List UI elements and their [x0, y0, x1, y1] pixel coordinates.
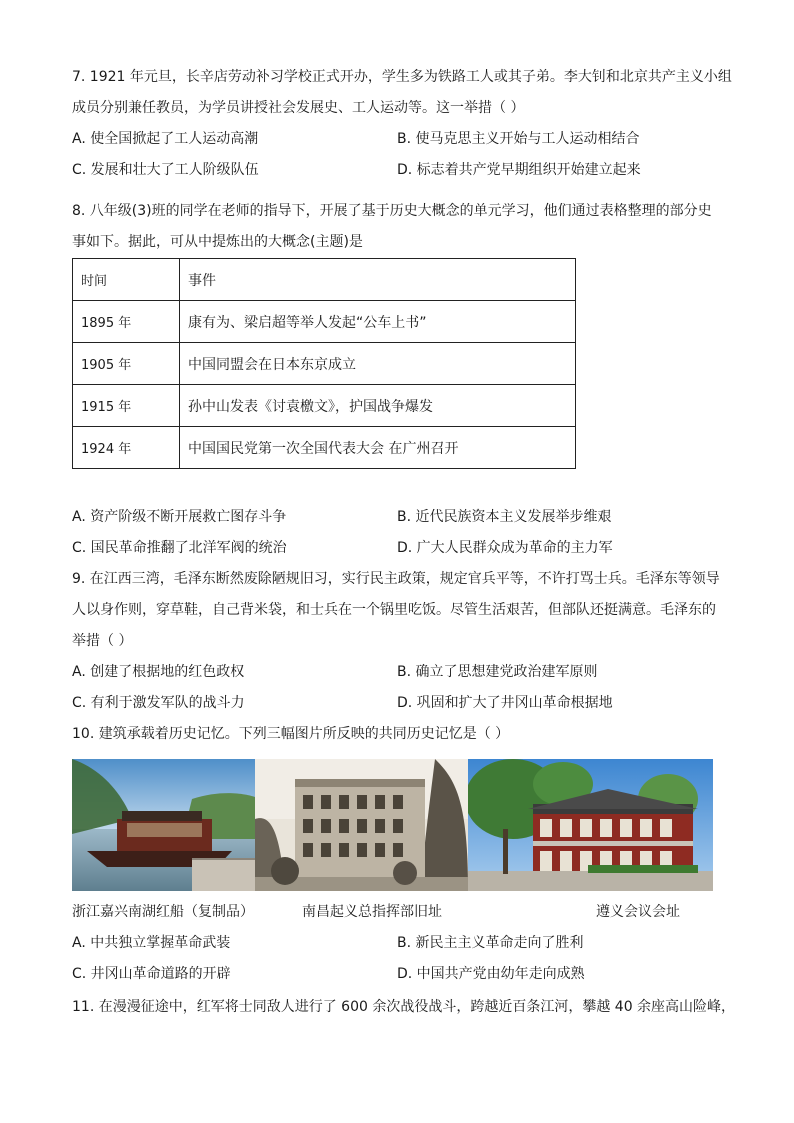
- table-row: [73, 343, 576, 385]
- question-10-stem: [72, 719, 722, 750]
- question-9-line: 9. 在江西三湾，毛泽东断然废除陋规旧习，实行民主政策，规定官兵平等，不许打骂士兵。毛泽东等领导: [72, 571, 720, 587]
- option-b[interactable]: B. 使马克思主义开始与工人运动相结合: [397, 131, 640, 147]
- question-11-line: 11. 在漫漫征途中，红军将士同敌人进行了 600 余次战役战斗，跨越近百条江河，攀越 40 余座高山险峰，: [72, 999, 736, 1015]
- question-11-stem: [72, 992, 736, 1023]
- question-7-stem: [72, 62, 732, 124]
- option-b[interactable]: B. 新民主主义革命走向了胜利: [397, 935, 584, 951]
- option-c[interactable]: C. 井冈山革命道路的开辟: [72, 966, 231, 982]
- option-a[interactable]: A. 资产阶级不断开展救亡图存斗争: [72, 509, 287, 525]
- question-8-line: 事如下。据此，可从中提炼出的大概念(主题)是: [72, 234, 363, 250]
- question-7-line: 成员分别兼任教员，为学员讲授社会发展史、工人运动等。这一举措（ ）: [72, 100, 525, 116]
- option-d[interactable]: D. 标志着共产党早期组织开始建立起来: [397, 162, 641, 178]
- option-b[interactable]: B. 近代民族资本主义发展举步维艰: [397, 509, 612, 525]
- question-8-options: [72, 502, 722, 564]
- table-cell-event: 康有为、梁启超等举人发起“公车上书”: [180, 301, 576, 343]
- zunyi-meeting-site-photo: [468, 759, 713, 891]
- question-9-line: 人以身作则，穿草鞋，自己背米袋，和士兵在一个锅里吃饭。尽管生活艰苦，但部队还挺满意。毛泽东的: [72, 602, 716, 618]
- question-7-line: 7. 1921 年元旦，长辛店劳动补习学校正式开办，学生多为铁路工人或其子弟。李大钊和北京共产主义小组: [72, 69, 732, 85]
- photo-captions: [72, 898, 713, 926]
- option-c[interactable]: C. 发展和壮大了工人阶级队伍: [72, 162, 259, 178]
- caption-red-boat: 浙江嘉兴南湖红船（复制品）: [72, 904, 254, 920]
- table-row: [73, 301, 576, 343]
- caption-nanchang: 南昌起义总指挥部旧址: [302, 904, 442, 920]
- table-row: [73, 385, 576, 427]
- question-9-line: 举措（ ）: [72, 633, 133, 649]
- question-8-line: 8. 八年级(3)班的同学在老师的指导下，开展了基于历史大概念的单元学习，他们通过表格整理的部分史: [72, 203, 712, 219]
- option-a[interactable]: A. 使全国掀起了工人运动高潮: [72, 131, 259, 147]
- history-events-table: [72, 258, 576, 469]
- table-header-time: 时间: [73, 259, 180, 301]
- question-7-options: [72, 124, 722, 186]
- option-c[interactable]: C. 国民革命推翻了北洋军阀的统治: [72, 540, 287, 556]
- table-header-row: [73, 259, 576, 301]
- photo-strip: [72, 759, 713, 891]
- option-d[interactable]: D. 巩固和扩大了井冈山革命根据地: [397, 695, 613, 711]
- nanchang-building-photo: [255, 759, 468, 891]
- option-a[interactable]: A. 中共独立掌握革命武装: [72, 935, 231, 951]
- table-cell-year: 1915 年: [73, 385, 180, 427]
- question-8-stem: [72, 196, 722, 258]
- option-d[interactable]: D. 广大人民群众成为革命的主力军: [397, 540, 613, 556]
- option-a[interactable]: A. 创建了根据地的红色政权: [72, 664, 245, 680]
- table-cell-event: 中国国民党第一次全国代表大会 在广州召开: [180, 427, 576, 469]
- table-header-event: 事件: [180, 259, 576, 301]
- table-cell-event: 中国同盟会在日本东京成立: [180, 343, 576, 385]
- table-cell-year: 1895 年: [73, 301, 180, 343]
- option-b[interactable]: B. 确立了思想建党政治建军原则: [397, 664, 598, 680]
- question-10-line: 10. 建筑承载着历史记忆。下列三幅图片所反映的共同历史记忆是（ ）: [72, 726, 510, 742]
- option-c[interactable]: C. 有利于激发军队的战斗力: [72, 695, 245, 711]
- caption-zunyi: 遵义会议会址: [596, 904, 680, 920]
- question-9-stem: [72, 564, 722, 657]
- table-cell-year: 1905 年: [73, 343, 180, 385]
- table-cell-year: 1924 年: [73, 427, 180, 469]
- question-10-options: [72, 928, 722, 990]
- red-boat-photo: [72, 759, 255, 891]
- question-9-options: [72, 657, 722, 719]
- table-row: [73, 427, 576, 469]
- table-cell-event: 孙中山发表《讨袁檄文》，护国战争爆发: [180, 385, 576, 427]
- option-d[interactable]: D. 中国共产党由幼年走向成熟: [397, 966, 585, 982]
